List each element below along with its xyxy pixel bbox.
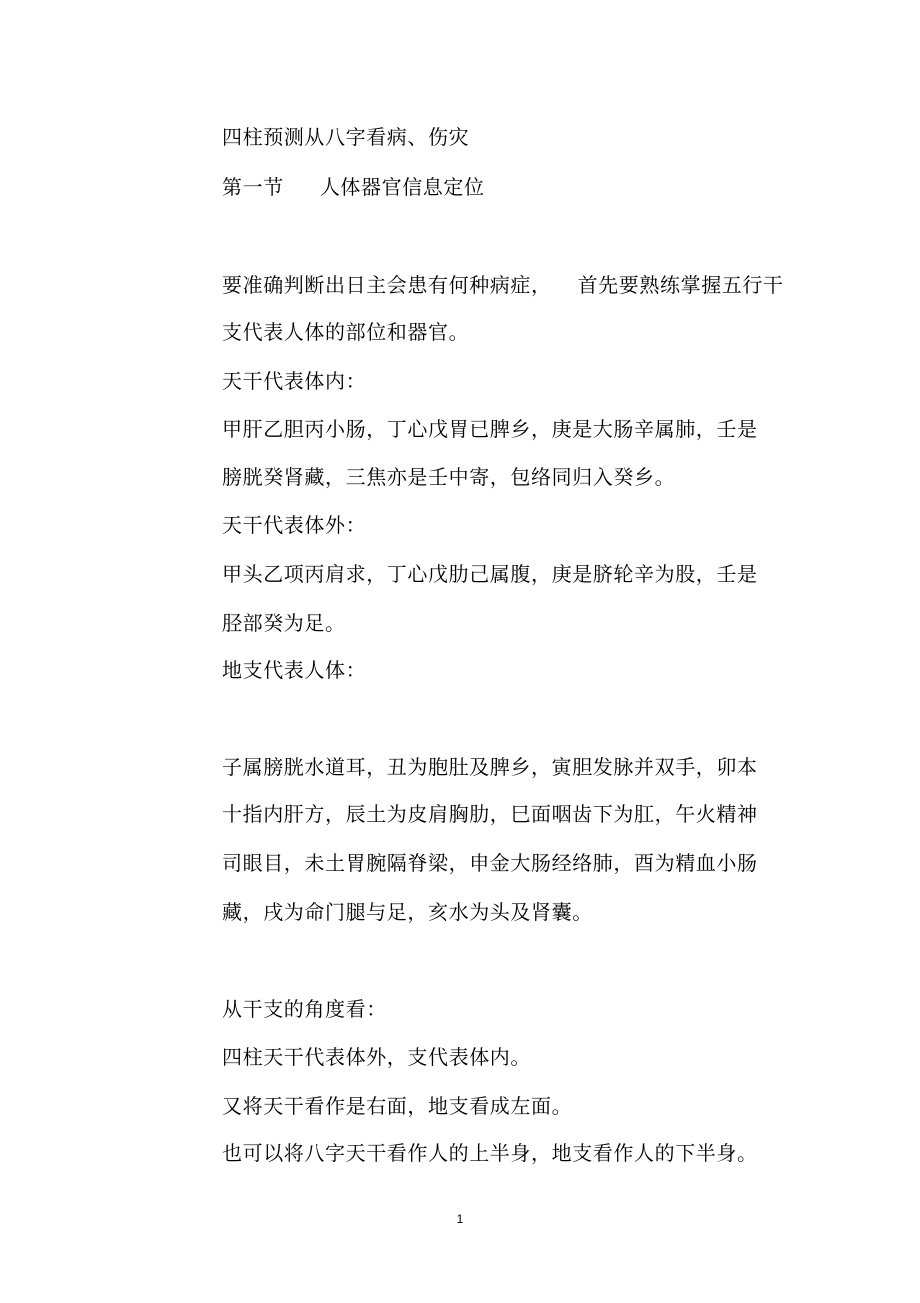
heavenly-outer-line-1: 甲头乙项丙肩求，丁心戊肋己属腹，庚是脐轮辛为股，壬是 bbox=[222, 562, 758, 586]
perspective-label: 从干支的角度看： bbox=[222, 997, 387, 1021]
heavenly-inner-label: 天干代表体内： bbox=[222, 369, 367, 393]
section-heading bbox=[222, 174, 485, 200]
section-number: 第一节 bbox=[222, 175, 284, 199]
intro-text-part-2: 首先要熟练掌握五行干 bbox=[577, 273, 784, 297]
section-title: 人体器官信息定位 bbox=[319, 175, 485, 199]
perspective-line-2: 又将天干看作是右面，地支看成左面。 bbox=[222, 1094, 573, 1118]
heavenly-outer-label: 天干代表体外： bbox=[222, 513, 367, 537]
document-title: 四柱预测从八字看病、伤灾 bbox=[222, 125, 470, 149]
heavenly-outer-line-2: 胫部癸为足。 bbox=[222, 611, 346, 635]
heavenly-inner-line-1: 甲肝乙胆丙小肠，丁心戊胃已脾乡，庚是大肠辛属肺，壬是 bbox=[222, 417, 758, 441]
intro-text-part-1: 要准确判断出日主会患有何种病症， bbox=[222, 273, 552, 297]
intro-line-2: 支代表人体的部位和器官。 bbox=[222, 320, 470, 344]
heavenly-inner-line-2: 膀胱癸肾藏，三焦亦是壬中寄，包络同归入癸乡。 bbox=[222, 465, 676, 489]
intro-line-1 bbox=[222, 272, 784, 298]
perspective-line-3: 也可以将八字天干看作人的上半身，地支看作人的下半身。 bbox=[222, 1141, 758, 1165]
earthly-line-4: 藏，戌为命门腿与足，亥水为头及肾囊。 bbox=[222, 900, 593, 924]
perspective-line-1: 四柱天干代表体外，支代表体内。 bbox=[222, 1045, 531, 1069]
page-number: 1 bbox=[456, 1212, 464, 1226]
earthly-line-1: 子属膀胱水道耳，丑为胞肚及脾乡，寅胆发脉并双手，卯本 bbox=[222, 755, 758, 779]
earthly-line-2: 十指内肝方，辰土为皮肩胸肋，巳面咽齿下为肛，午火精神 bbox=[222, 802, 758, 826]
earthly-line-3: 司眼目，未土胃腕隔脊梁，申金大肠经络肺，酉为精血小肠 bbox=[222, 851, 758, 875]
earthly-label: 地支代表人体： bbox=[222, 658, 367, 682]
